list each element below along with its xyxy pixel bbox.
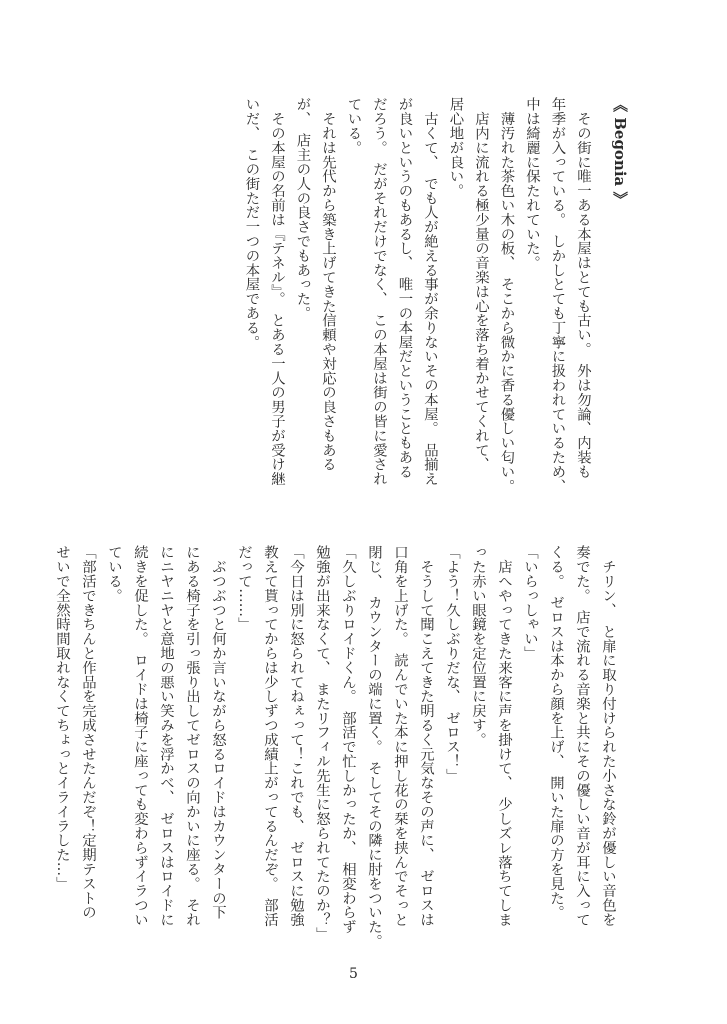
text-line: だって……」 — [236, 545, 252, 632]
lower-text-block — [49, 545, 621, 949]
upper-text-block — [238, 97, 595, 497]
text-line: その本屋の名前は『テネル』。 とある一人の男子が受け継 — [269, 97, 285, 486]
text-line: その街に唯一ある本屋はとても古い。 外は勿論、内装も — [575, 97, 591, 479]
text-line: 奏でた。 店で流れる音楽と共にその優しい音が耳に入って — [574, 545, 590, 927]
text-line: 口角を上げた。 読んでいた本に押し花の栞を挟んでそっと — [392, 545, 408, 927]
text-line: 閉じ、 カウンターの端に置く。 そしてその隣に肘をついた。 — [366, 545, 382, 949]
text-line: 続きを促した。 ロイドは椅子に座っても変わらずイラつい — [132, 545, 148, 927]
text-line: 店へやってきた来客に声を掛けて、 少しズレ落ちてしま — [496, 545, 512, 927]
text-line: 「よう！久しぶりだな、 ゼロス！」 — [444, 545, 460, 783]
text-line: 勉強が出来なくて、 またリフィル先生に怒られてたのか？」 — [314, 545, 330, 941]
text-line: ぶつぶつと何か言いながら怒るロイドはカウンターの下 — [210, 545, 226, 920]
text-line: にニヤニヤと意地の悪い笑みを浮かべ、 ゼロスはロイドに — [158, 545, 174, 927]
text-line: それは先代から築き上げてきた信頼や対応の良さもある — [320, 97, 336, 472]
text-line: ている。 — [106, 545, 122, 603]
text-line: だろう。 だがそれだけでなく、 この本屋は街の皆に愛され — [371, 97, 387, 486]
text-line: が、 店主の人の良さでもあった。 — [294, 97, 311, 321]
text-line: 居心地が良い。 — [447, 97, 464, 198]
page-number: 5 — [349, 966, 358, 982]
text-line: そうして聞こえてきた明るく元気なその声に、 ゼロスは — [418, 545, 434, 927]
text-line: いだ、 この街ただ一つの本屋である。 — [243, 97, 260, 349]
text-line: が良いというのもあるし、 唯一の本屋だということもある — [396, 97, 413, 479]
text-line: にある椅子を引っ張り出してゼロスの向かいに座る。 それ — [184, 545, 200, 927]
text-line: 「今日は別に怒られてねぇって！これでも、 ゼロスに勉強 — [288, 545, 304, 927]
text-line: った赤い眼鏡を定位置に戻す。 — [470, 545, 486, 747]
text-line: 年季が入っている。 しかしとても丁寧に扱われているため、 — [549, 97, 566, 493]
text-line: 店内に流れる極少量の音楽は心を落ち着かせてくれて、 — [473, 97, 489, 472]
text-line: 中は綺麗に保たれていた。 — [524, 97, 540, 270]
text-line: 「部活できちんと作品を完成させたんだぞ！定期テストの — [80, 545, 96, 920]
text-line: くる。 ゼロスは本から顔を上げ、 開いた扉の方を見た。 — [548, 545, 564, 920]
text-line: ている。 — [345, 97, 362, 155]
text-line: 薄汚れた茶色い木の板、 そこから微かに香る優しい匂い。 — [498, 97, 515, 493]
text-line: チリン、 と扉に取り付けられた小さな鈴が優しい音色を — [600, 545, 616, 927]
text-line: 古くて、 でも人が絶える事が余りないその本屋。 品揃え — [422, 97, 438, 486]
text-line: 「久しぶりロイドくん。 部活で忙しかったか、 相変わらず — [340, 545, 356, 934]
text-line: 教えて貰ってからは少しずつ成績上がってるんだぞ。 部活 — [262, 545, 278, 927]
text-line: せいで全然時間取れなくてちょっとイライラした…」 — [54, 545, 70, 891]
text-line: 「いらっしゃい」 — [522, 545, 538, 661]
chapter-title: 《 Begonia 》 — [611, 97, 629, 207]
